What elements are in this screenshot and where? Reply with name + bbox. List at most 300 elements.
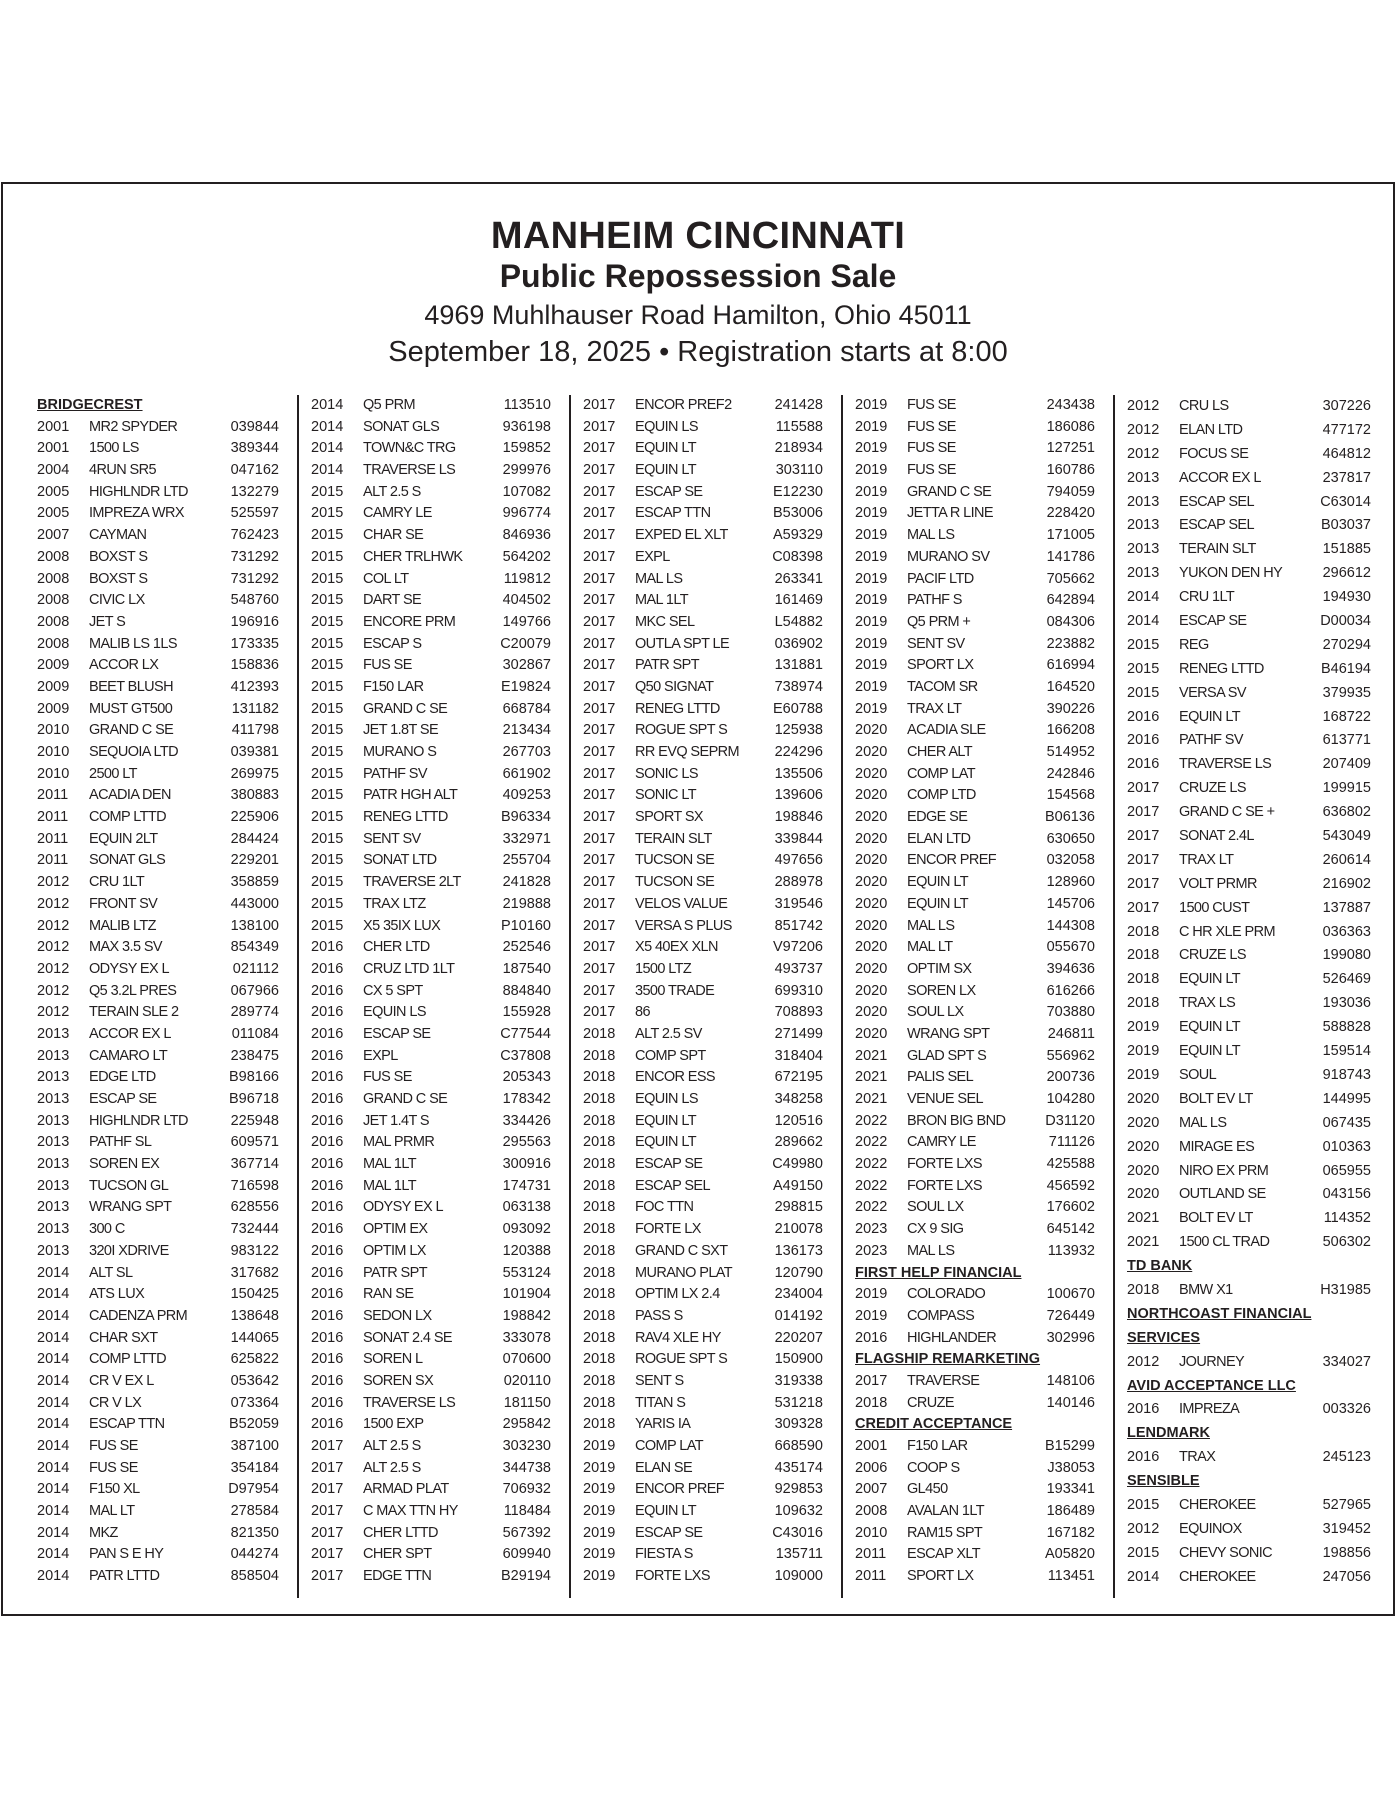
vehicle-row [1127,514,1371,538]
vehicle-year: 2012 [37,982,70,999]
vehicle-year: 2017 [583,744,616,760]
vehicle-stock-number: 135711 [775,1546,823,1563]
lender-heading: AVID ACCEPTANCE LLC [1127,1377,1296,1394]
vehicle-model: COMP SPT [635,1047,706,1064]
vehicle-model: GRAND C SE + [1179,804,1275,821]
vehicle-row [1127,538,1371,562]
vehicle-row [1127,586,1371,610]
vehicle-row [855,1458,1113,1480]
vehicle-model: CHER LTD [363,939,430,956]
vehicle-row [1127,395,1371,419]
vehicle-row [583,850,841,872]
vehicle-year: 2013 [1127,541,1160,558]
vehicle-model: SEDON LX [363,1307,432,1324]
vehicle-year: 2016 [311,1134,344,1151]
vehicle-year: 2015 [311,722,344,739]
vehicle-model: TRAVERSE LS [363,462,456,479]
vehicle-model: IMPREZA WRX [89,505,184,522]
vehicle-year: 2013 [37,1221,70,1238]
vehicle-year: 2015 [311,635,344,652]
vehicle-row [855,1479,1113,1501]
vehicle-year: 2018 [583,1091,616,1107]
vehicle-model: BOXST S [89,570,148,587]
vehicle-year: 2017 [583,397,616,413]
vehicle-stock-number: 506302 [1322,1234,1371,1251]
vehicle-stock-number: 404502 [502,592,551,609]
vehicle-year: 2015 [311,895,344,912]
vehicle-row [37,1067,297,1089]
vehicle-model: SONAT GLS [89,852,166,869]
vehicle-row [311,655,569,677]
vehicle-year: 2011 [37,809,69,826]
vehicle-year: 2016 [311,1242,344,1259]
vehicle-row [37,1414,297,1436]
vehicle-row [37,1132,297,1154]
vehicle-stock-number: 367714 [230,1156,279,1173]
vehicle-year: 2021 [855,1069,888,1086]
vehicle-year: 2016 [311,982,344,999]
vehicle-model: COOP S [907,1459,960,1476]
vehicle-row [1127,1279,1371,1303]
vehicle-model: CAMRY LE [907,1134,976,1151]
vehicle-row [1127,849,1371,873]
vehicle-year: 2005 [37,483,70,500]
vehicle-row [1127,1112,1371,1136]
vehicle-row [37,1544,297,1566]
vehicle-row [583,503,841,525]
vehicle-row [311,1284,569,1306]
vehicle-year: 2017 [583,960,616,977]
vehicle-model: ACADIA DEN [89,787,171,804]
vehicle-row [855,872,1113,894]
vehicle-row [37,807,297,829]
vehicle-model: 1500 LTZ [635,960,692,977]
vehicle-year: 2017 [583,592,616,609]
sale-listing-ad [1,182,1395,1616]
vehicle-stock-number: 319452 [1322,1520,1371,1537]
vehicle-row [1127,1016,1371,1040]
vehicle-stock-number: 150900 [774,1351,823,1368]
vehicle-stock-number: 284424 [230,830,279,847]
vehicle-year: 2018 [583,1047,616,1064]
vehicle-model: EXPED EL XLT [635,527,728,544]
vehicle-model: SPORT LX [907,1568,974,1585]
vehicle-stock-number: A49150 [773,1177,823,1194]
vehicle-stock-number: 223882 [1046,635,1095,652]
vehicle-model: BOLT EV LT [1179,1090,1253,1107]
vehicle-model: CR V EX L [89,1372,154,1389]
vehicle-stock-number: 144995 [1322,1090,1371,1107]
vehicle-row [37,1523,297,1545]
vehicle-stock-number: C43016 [772,1524,823,1541]
vehicle-stock-number: 174731 [502,1177,551,1194]
vehicle-model: ODYSY EX L [89,960,169,977]
vehicle-model: CAYMAN [89,527,147,544]
vehicle-row [37,438,297,460]
vehicle-row [37,655,297,677]
vehicle-year: 2017 [583,527,616,544]
vehicle-model: CRU LS [1179,398,1229,414]
vehicle-year: 2009 [37,678,70,695]
vehicle-stock-number: A05820 [1045,1546,1095,1563]
vehicle-row [855,807,1113,829]
vehicle-row [37,937,297,959]
vehicle-stock-number: 464812 [1322,445,1371,462]
vehicle-year: 2016 [311,1351,344,1368]
vehicle-stock-number: 332971 [502,830,551,847]
vehicle-stock-number: 160786 [1046,462,1095,479]
vehicle-year: 2017 [583,483,616,500]
vehicle-stock-number: 166208 [1046,722,1095,739]
vehicle-year: 2019 [1127,1066,1160,1083]
vehicle-stock-number: 167182 [1046,1524,1095,1541]
vehicle-stock-number: 119812 [503,570,551,587]
vehicle-row [583,1002,841,1024]
vehicle-row [311,1306,569,1328]
vehicle-row [311,417,569,439]
vehicle-year: 2017 [583,787,616,804]
vehicle-stock-number: 100670 [1046,1286,1095,1303]
vehicle-model: X5 40EX XLN [635,939,718,956]
vehicle-row [1127,1136,1371,1160]
vehicle-stock-number: 216902 [1322,875,1371,892]
vehicle-stock-number: C63014 [1320,493,1371,510]
vehicle-model: GRAND C SE [89,722,174,739]
vehicle-stock-number: 225948 [230,1112,279,1129]
vehicle-stock-number: 794059 [1046,483,1095,500]
vehicle-row [37,720,297,742]
vehicle-model: TRAX LTZ [363,895,426,912]
vehicle-row [583,1089,841,1111]
vehicle-stock-number: 858504 [230,1568,279,1585]
vehicle-model: CX 5 SPT [363,982,423,999]
vehicle-row [37,959,297,981]
vehicle-model: MAL LS [907,1242,955,1259]
vehicle-year: 2015 [311,874,344,891]
vehicle-row [855,438,1113,460]
listing-column [35,395,299,1598]
vehicle-model: MR2 SPYDER [89,418,178,435]
vehicle-stock-number: 139606 [774,787,823,804]
vehicle-row [855,395,1113,417]
vehicle-stock-number: 271499 [774,1025,823,1042]
lender-heading: SERVICES [1127,1329,1201,1346]
vehicle-row [855,720,1113,742]
vehicle-model: SOREN L [363,1351,423,1368]
vehicle-stock-number: 302867 [502,657,551,674]
vehicle-year: 2016 [1127,1449,1160,1466]
vehicle-model: MAL 1LT [363,1177,417,1194]
vehicle-row [37,1371,297,1393]
vehicle-model: PALIS SEL [907,1069,974,1086]
vehicle-year: 2013 [37,1069,70,1086]
vehicle-stock-number: 164520 [1046,678,1095,695]
vehicle-row [1127,825,1371,849]
vehicle-row [1127,562,1371,586]
vehicle-model: DART SE [363,592,422,609]
vehicle-model: MUST GT500 [89,700,173,717]
vehicle-year: 2013 [37,1025,70,1042]
vehicle-stock-number: 228420 [1046,505,1095,522]
vehicle-row [855,1371,1113,1393]
vehicle-model: GLAD SPT S [907,1047,987,1064]
vehicle-year: 2015 [1127,684,1160,701]
vehicle-stock-number: 140146 [1046,1394,1095,1411]
vehicle-stock-number: 168722 [1322,708,1371,725]
vehicle-model: EQUIN LT [1179,971,1240,988]
vehicle-row [311,1371,569,1393]
vehicle-year: 2020 [855,1004,888,1021]
vehicle-model: OPTIM SX [907,960,972,977]
vehicle-year: 2018 [583,1025,616,1042]
vehicle-year: 2020 [855,982,888,999]
vehicle-year: 2019 [855,635,888,652]
vehicle-model: ESCAP SE [635,483,703,500]
vehicle-model: ALT 2.5 S [363,483,421,500]
vehicle-stock-number: 171005 [1046,527,1095,544]
vehicle-stock-number: 218934 [774,440,823,457]
vehicle-row [37,1197,297,1219]
vehicle-row [311,525,569,547]
vehicle-year: 2019 [855,678,888,695]
vehicle-model: SENT SV [363,830,421,847]
vehicle-row [311,1024,569,1046]
vehicle-year: 2012 [1127,1520,1160,1537]
vehicle-model: TRAX LT [1179,851,1234,868]
vehicle-row [1127,992,1371,1016]
vehicle-row [583,959,841,981]
vehicle-row [583,417,841,439]
vehicle-year: 2014 [37,1524,70,1541]
vehicle-year: 2007 [855,1481,888,1498]
vehicle-model: MAL LS [1179,1114,1227,1131]
vehicle-year: 2015 [1127,660,1160,677]
vehicle-model: ENCOR ESS [635,1069,716,1086]
vehicle-stock-number: 411798 [231,722,279,739]
vehicle-model: F150 XL [89,1481,140,1498]
vehicle-stock-number: 047162 [230,462,279,479]
vehicle-stock-number: 497656 [774,852,823,869]
vehicle-model: MAL LS [907,917,955,934]
vehicle-year: 2019 [855,570,888,587]
vehicle-stock-number: 527965 [1322,1496,1371,1513]
vehicle-year: 2016 [311,1047,344,1064]
vehicle-stock-number: 318404 [774,1047,823,1064]
vehicle-row [583,1544,841,1566]
vehicle-model: ESCAP SEL [1179,493,1254,510]
vehicle-row [855,590,1113,612]
vehicle-stock-number: 210078 [774,1221,823,1238]
vehicle-year: 2013 [37,1091,70,1107]
vehicle-model: ESCAP SEL [1179,517,1254,534]
vehicle-year: 2017 [583,570,616,587]
vehicle-row [37,525,297,547]
vehicle-row [311,460,569,482]
vehicle-row [37,1436,297,1458]
vehicle-row [37,1089,297,1111]
vehicle-row [1127,610,1371,634]
vehicle-row [855,981,1113,1003]
vehicle-stock-number: 616994 [1046,657,1095,674]
vehicle-stock-number: 186086 [1046,418,1095,435]
vehicle-model: CHAR SXT [89,1329,158,1346]
vehicle-model: PATR LTTD [89,1568,160,1585]
vehicle-model: MKC SEL [635,613,695,630]
vehicle-year: 2013 [1127,517,1160,534]
vehicle-stock-number: 477172 [1322,421,1371,438]
vehicle-year: 2018 [1127,947,1160,964]
vehicle-year: 2019 [855,483,888,500]
vehicle-year: 2017 [1127,828,1160,845]
vehicle-row [37,742,297,764]
vehicle-model: CHER ALT [907,744,973,760]
vehicle-stock-number: 010363 [1322,1138,1371,1155]
vehicle-year: 2017 [583,722,616,739]
vehicle-stock-number: 200736 [1046,1069,1095,1086]
vehicle-row [855,612,1113,634]
vehicle-stock-number: 543049 [1322,828,1371,845]
vehicle-year: 2017 [583,1004,616,1021]
vehicle-year: 2019 [583,1481,616,1498]
vehicle-year: 2020 [1127,1162,1160,1179]
vehicle-stock-number: 148106 [1046,1372,1095,1389]
vehicle-stock-number: 120790 [774,1264,823,1281]
vehicle-row [583,1523,841,1545]
vehicle-model: EDGE SE [907,809,968,826]
vehicle-model: MAL 1LT [635,592,689,609]
vehicle-row [311,807,569,829]
lender-heading: LENDMARK [1127,1425,1210,1442]
vehicle-stock-number: B15299 [1045,1438,1095,1454]
vehicle-row [855,1566,1113,1588]
vehicle-row [855,1219,1113,1241]
vehicle-model: ALT 2.5 SV [635,1025,702,1042]
vehicle-stock-number: 851742 [774,917,823,934]
lender-heading: TD BANK [1127,1258,1193,1275]
vehicle-stock-number: 588828 [1322,1019,1371,1036]
vehicle-row [855,1067,1113,1089]
vehicle-year: 2016 [311,1156,344,1173]
vehicle-row [37,850,297,872]
vehicle-row [311,1436,569,1458]
vehicle-model: WRANG SPT [89,1199,172,1216]
vehicle-stock-number: 339844 [774,830,823,847]
vehicle-year: 2019 [855,418,888,435]
vehicle-year: 2016 [311,1091,344,1107]
listing-column [571,395,843,1598]
vehicle-model: SONIC LT [635,787,696,804]
vehicle-year: 2017 [583,418,616,435]
vehicle-stock-number: 237817 [1322,469,1371,486]
vehicle-row [855,1284,1113,1306]
vehicle-model: CR V LX [89,1394,142,1411]
vehicle-row [311,1067,569,1089]
vehicle-year: 2023 [855,1221,888,1238]
vehicle-year: 2016 [311,1025,344,1042]
vehicle-stock-number: 380883 [230,787,279,804]
vehicle-row [1127,1231,1371,1255]
vehicle-model: EQUIN LT [635,1503,696,1520]
vehicle-row [855,525,1113,547]
vehicle-row [855,1089,1113,1111]
vehicle-stock-number: 039844 [230,418,279,435]
vehicle-row [583,438,841,460]
vehicle-year: 2001 [37,418,70,435]
vehicle-year: 2016 [311,1329,344,1346]
vehicle-row [311,1241,569,1263]
vehicle-row [311,503,569,525]
vehicle-year: 2020 [855,765,888,782]
vehicle-year: 2018 [1127,1281,1160,1298]
vehicle-stock-number: 036363 [1322,923,1371,940]
vehicle-year: 2014 [311,418,344,435]
vehicle-row [583,1414,841,1436]
vehicle-row [1127,1518,1371,1542]
vehicle-stock-number: 703880 [1046,1004,1095,1021]
vehicle-model: C HR XLE PRM [1179,923,1275,940]
vehicle-year: 2013 [1127,565,1160,582]
vehicle-year: 2018 [1127,923,1160,940]
vehicle-stock-number: 229201 [230,852,279,869]
vehicle-model: GRAND C SE [363,1091,448,1107]
vehicle-model: PACIF LTD [907,570,974,587]
vehicle-stock-number: 128960 [1046,874,1095,891]
vehicle-row [37,764,297,786]
vehicle-row [1127,944,1371,968]
vehicle-year: 2010 [37,744,70,760]
vehicle-stock-number: 120516 [774,1112,823,1129]
vehicle-row [37,1024,297,1046]
vehicle-row [1127,634,1371,658]
vehicle-row [311,1328,569,1350]
vehicle-model: ESCAP SE [363,1025,431,1042]
vehicle-stock-number: 220207 [774,1329,823,1346]
vehicle-year: 2016 [311,960,344,977]
vehicle-model: EQUIN LS [363,1004,426,1021]
vehicle-year: 2014 [37,1351,70,1368]
vehicle-year: 2012 [37,874,70,891]
vehicle-row [311,1219,569,1241]
lender-heading: FLAGSHIP REMARKETING [855,1351,1041,1368]
vehicle-stock-number: 762423 [230,527,279,544]
vehicle-model: TERAIN SLT [635,830,712,847]
vehicle-year: 2017 [311,1546,344,1563]
vehicle-year: 2014 [37,1329,70,1346]
vehicle-year: 2019 [855,613,888,630]
vehicle-model: ROGUE SPT S [635,1351,728,1368]
vehicle-row [1127,1160,1371,1184]
vehicle-row [37,417,297,439]
vehicle-model: GRAND C SXT [635,1242,728,1259]
vehicle-row [855,1197,1113,1219]
vehicle-year: 2020 [855,787,888,804]
vehicle-row [311,1414,569,1436]
vehicle-year: 2017 [311,1459,344,1476]
vehicle-stock-number: 107082 [502,483,551,500]
vehicle-model: COMP LTTD [89,1351,167,1368]
vehicle-stock-number: 929853 [774,1481,823,1498]
vehicle-stock-number: 150425 [230,1286,279,1303]
vehicle-model: TOWN&C TRG [363,440,456,457]
vehicle-year: 2019 [583,1459,616,1476]
vehicle-year: 2014 [37,1416,70,1433]
vehicle-year: 2013 [37,1156,70,1173]
vehicle-model: RENEG LTTD [1179,660,1264,677]
vehicle-stock-number: 358859 [230,874,279,891]
vehicle-stock-number: B29194 [501,1568,551,1585]
vehicle-row [855,1111,1113,1133]
vehicle-year: 2022 [855,1134,888,1151]
